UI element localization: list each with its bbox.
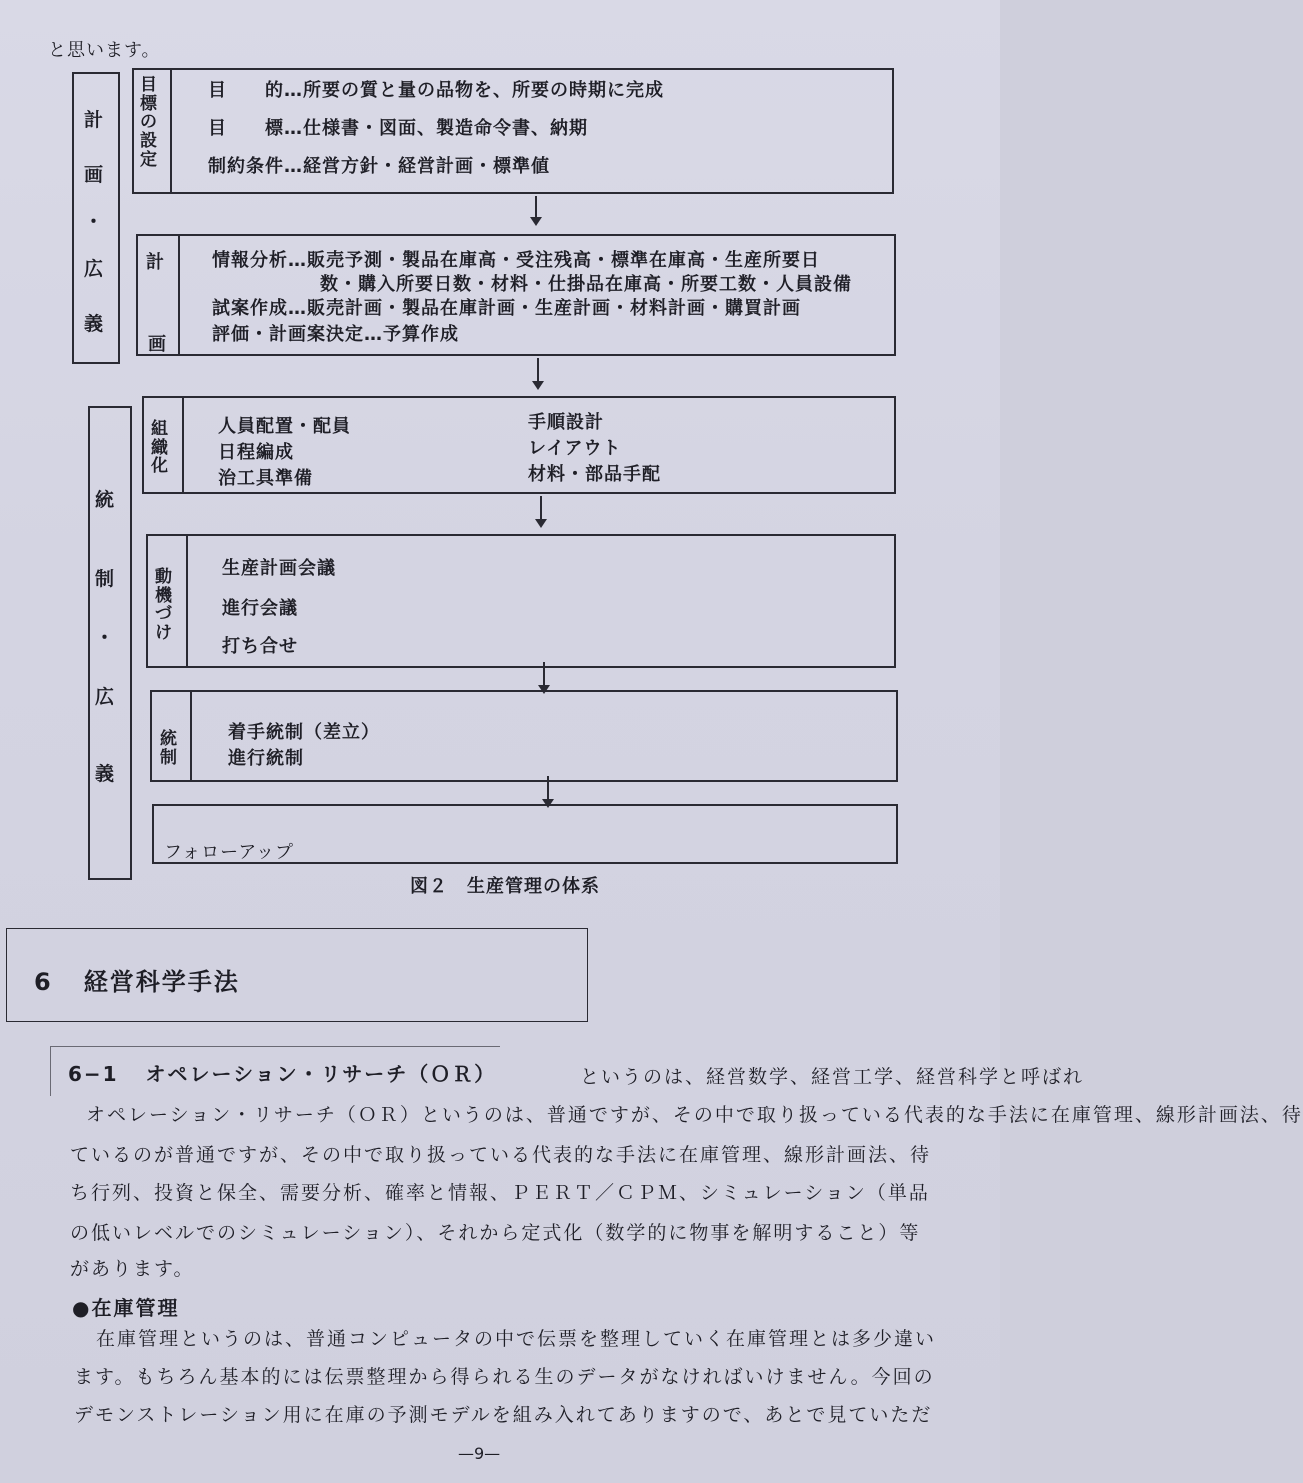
box3-left-3: 治工具準備	[218, 468, 313, 489]
para1-line-5: の低いレベルでのシミュレーション）、それから定式化（数学的に物事を解明すること）等	[70, 1222, 921, 1244]
para1-line-3: ているのが普通ですが、その中で取り扱っている代表的な手法に在庫管理、線形計画法、待	[70, 1144, 932, 1166]
para2-line-3: デモンストレーション用に在庫の予測モデルを組み入れてありますので、あとで見ていただ	[74, 1404, 933, 1426]
box1-line-3: 制約条件…経営方針・経営計画・標準値	[208, 156, 550, 177]
section-heading: 6 経営科学手法	[34, 968, 240, 996]
box1-line-1: 目 的…所要の質と量の品物を、所要の時期に完成	[208, 80, 664, 101]
objective-setting-label: 目 標 の 設 定	[140, 75, 157, 170]
box1-line-2: 目 標…仕様書・図面、製造命令書、納期	[208, 118, 588, 139]
box4-line-3: 打ち合せ	[222, 636, 298, 657]
arrow-down-icon	[540, 496, 542, 526]
box3-right-1: 手順設計	[528, 412, 604, 433]
inventory-heading: ●在庫管理	[72, 1296, 180, 1320]
motivation-label: 動 機 づ け	[155, 567, 172, 644]
para2-line-1: 在庫管理というのは、普通コンピュータの中で伝票を整理していく在庫管理とは多少違い	[96, 1328, 937, 1350]
arrow-down-icon	[537, 358, 539, 388]
box4-line-2: 進行会議	[222, 598, 298, 619]
planning-box-label-top: 計	[146, 252, 165, 273]
subsection-heading: 6−1 オペレーション・リサーチ（ＯＲ）	[68, 1062, 497, 1086]
box4-line-1: 生産計画会議	[222, 558, 336, 579]
box2-line-1: 情報分析…販売予測・製品在庫高・受注残高・標準在庫高・生産所要日	[212, 250, 820, 271]
para1-line-4: ち行列、投資と保全、需要分析、確率と情報、ＰＥＲＴ／ＣＰＭ、シミュレーション（単品	[70, 1182, 930, 1204]
arrow-down-icon	[543, 662, 545, 692]
arrow-down-icon	[547, 776, 549, 806]
control-label: 統 制	[160, 729, 177, 768]
page-number: —9—	[458, 1444, 501, 1463]
box3-left-2: 日程編成	[218, 442, 294, 463]
follow-up-text: フォローアップ	[164, 842, 294, 863]
box2-line-3: 試案作成…販売計画・製品在庫計画・生産計画・材料計画・購買計画	[212, 298, 801, 319]
planning-box-label-bottom: 画	[148, 334, 167, 355]
figure-caption: 図２ 生産管理の体系	[410, 876, 600, 897]
box2-line-2: 数・購入所要日数・材料・仕掛品在庫高・所要工数・人員設備	[320, 274, 852, 295]
box3-right-3: 材料・部品手配	[528, 464, 661, 485]
box5-line-1: 着手統制（差立）	[228, 722, 380, 743]
box2-line-4: 評価・計画案決定…予算作成	[212, 324, 459, 345]
box5-line-2: 進行統制	[228, 748, 304, 769]
para1-line-6: があります。	[70, 1258, 195, 1280]
para2-line-2: ます。もちろん基本的には伝票整理から得られる生のデータがなければいけません。今回の	[74, 1366, 935, 1388]
para1-line-2: オペレーション・リサーチ（ＯＲ）というのは、普通ですが、その中で取り扱っている代表的な手法に在庫管理、線形計画法、待	[86, 1104, 1303, 1126]
organization-label: 組 織 化	[151, 419, 168, 477]
box3-right-2: レイアウト	[528, 438, 622, 459]
intro-fragment: と思います。	[48, 40, 161, 61]
control-group-label: 統 制 ・ 広 義	[95, 489, 115, 785]
planning-group-label: 計 画 ・ 広 義	[84, 109, 104, 335]
box3-left-1: 人員配置・配員	[218, 416, 351, 437]
para1-line-1: というのは、経営数学、経営工学、経営科学と呼ばれ	[580, 1066, 1085, 1088]
arrow-down-icon	[535, 196, 537, 224]
